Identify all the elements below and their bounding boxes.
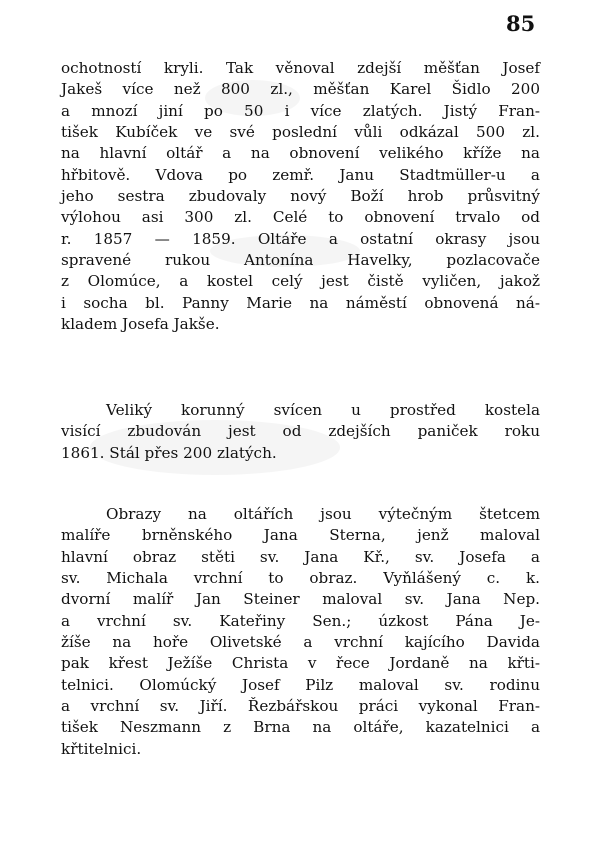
text-line: Veliký korunný svícen u prostřed kostela <box>106 401 540 419</box>
paragraph-altar-paintings <box>61 504 540 760</box>
text-line: a mnozí jiní po 50 i více zlatých. Jistý Fran- <box>61 101 540 120</box>
text-line: kladem Josefa Jakše. <box>61 315 220 334</box>
text-line: na hlavní oltář a na obnovení velikého kříže na <box>61 144 540 163</box>
text-line: a vrchní sv. Kateřiny Sen.; úzkost Pána Je- <box>61 611 540 630</box>
text-line: telnici. Olomúcký Josef Pilz maloval sv. rodinu <box>61 675 540 694</box>
text-line: Obrazy na oltářích jsou výtečným štetcem <box>106 505 540 523</box>
text-line: hřbitově. Vdova po zemř. Janu Stadtmüller-u a <box>61 165 540 184</box>
text-line: a vrchní sv. Jiří. Řezbářskou práci vykonal Fran- <box>61 697 540 716</box>
text-line: z Olomúce, a kostel celý jest čistě vyličen, jakož <box>61 272 540 291</box>
text-line: výlohou asi 300 zl. Celé to obnovení trvalo od <box>61 208 540 227</box>
text-line: jeho sestra zbudovaly nový Boží hrob průsvitný <box>61 187 540 206</box>
text-line: ochotností kryli. Tak věnoval zdejší měšťan Josef <box>61 59 540 77</box>
text-line: tišek Neszmann z Brna na oltáře, kazatelnici a <box>61 718 540 737</box>
text-line: malíře brněnského Jana Sterna, jenž maloval <box>61 526 540 545</box>
text-line: i socha bl. Panny Marie na náměstí obnovená ná- <box>61 293 540 312</box>
paragraph-chandelier <box>61 400 540 464</box>
text-line: křtitelnici. <box>61 739 142 758</box>
text-line: hlavní obraz stěti sv. Jana Kř., sv. Josefa a <box>61 547 540 566</box>
text-line: tišek Kubíček ve své poslední vůli odkázal 500 zl. <box>61 123 540 142</box>
text-line: žíše na hoře Olivetské a vrchní kajícího Davida <box>61 633 540 652</box>
text-line: dvorní malíř Jan Steiner maloval sv. Jana Nep. <box>61 590 540 609</box>
text-line: visící zbudován jest od zdejších paniček roku <box>61 422 540 441</box>
page-number: 85 <box>506 11 536 36</box>
text-line: Jakeš více než 800 zl., měšťan Karel Šidlo 200 <box>61 80 540 99</box>
text-line: r. 1857 — 1859. Oltáře a ostatní okrasy jsou <box>61 229 540 248</box>
text-line: pak křest Ježíše Christa v řece Jordaně na křti- <box>61 654 540 673</box>
text-line: sv. Michala vrchní to obraz. Vyňlášený c. k. <box>61 569 540 588</box>
text-line: 1861. Stál přes 200 zlatých. <box>61 443 277 462</box>
text-line: spravené rukou Antonína Havelky, pozlacovače <box>61 251 540 270</box>
paragraph-restoration-funding <box>61 58 540 335</box>
